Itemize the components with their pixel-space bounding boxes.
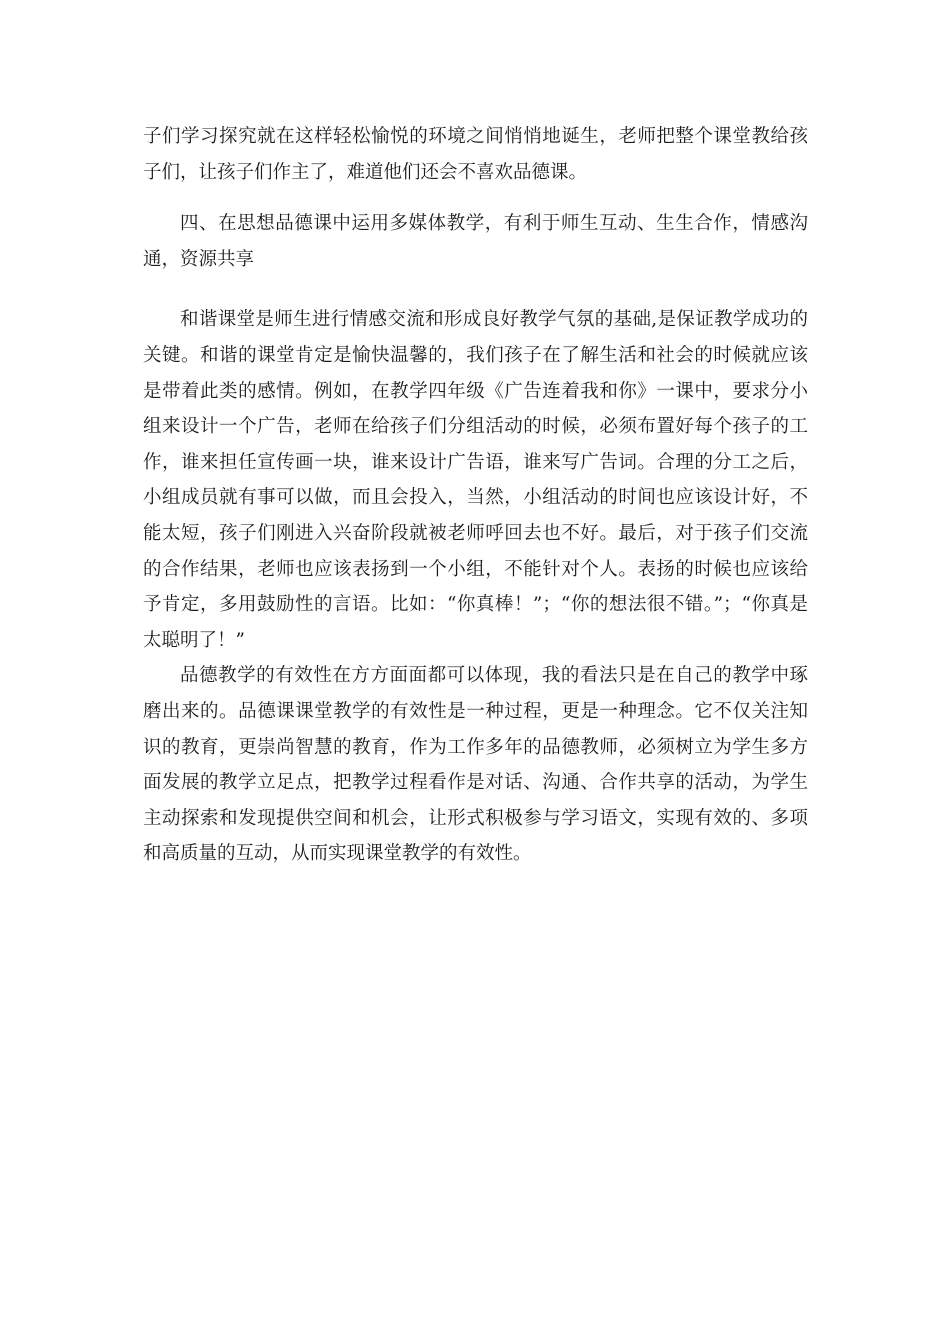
paragraph-continuation: 子们学习探究就在这样轻松愉悦的环境之间悄悄地诞生，老师把整个课堂教给孩子们，让孩子们作主了，难道他们还会不喜欢品德课。 [143,126,808,183]
paragraph-conclusion: 品德教学的有效性在方方面面都可以体现，我的看法只是在自己的教学中琢磨出来的。品德课课堂教学的有效性是一种过程，更是一种理念。它不仅关注知识的教育，更崇尚智慧的教育，作为工作多年的品德教师，必须树立为学生多方面发展的教学立足点，把教学过程看作是对话、沟通、合作共享的活动，为学生主动探索和发现提供空间和机会，让形式积极参与学习语文，实现有效的、多项和高质量的互动，从而实现课堂教学的有效性。 [143,665,808,865]
section-heading: 四、在思想品德课中运用多媒体教学，有利于师生互动、生生合作，情感沟通，资源共享 [143,213,808,270]
paragraph-harmonious-classroom: 和谐课堂是师生进行情感交流和形成良好教学气氛的基础,是保证教学成功的关键。和谐的课堂肯定是愉快温馨的，我们孩子在了解生活和社会的时候就应该是带着此类的感情。例如，在教学四年级《广告连着我和你》一课中，要求分小组来设计一个广告，老师在给孩子们分组活动的时候，必须布置好每个孩子的工作，谁来担任宣传画一块，谁来设计广告语，谁来写广告词。合理的分工之后，小组成员就有事可以做，而且会投入，当然，小组活动的时间也应该设计好，不能太短，孩子们刚进入兴奋阶段就被老师呼回去也不好。最后，对于孩子们交流的合作结果，老师也应该表扬到一个小组，不能针对个人。表扬的时候也应该给予肯定，多用鼓励性的言语。比如：“你真棒！”；“你的想法很不错。”；“你真是太聪明了！” [143,309,808,651]
document-body [143,119,808,872]
